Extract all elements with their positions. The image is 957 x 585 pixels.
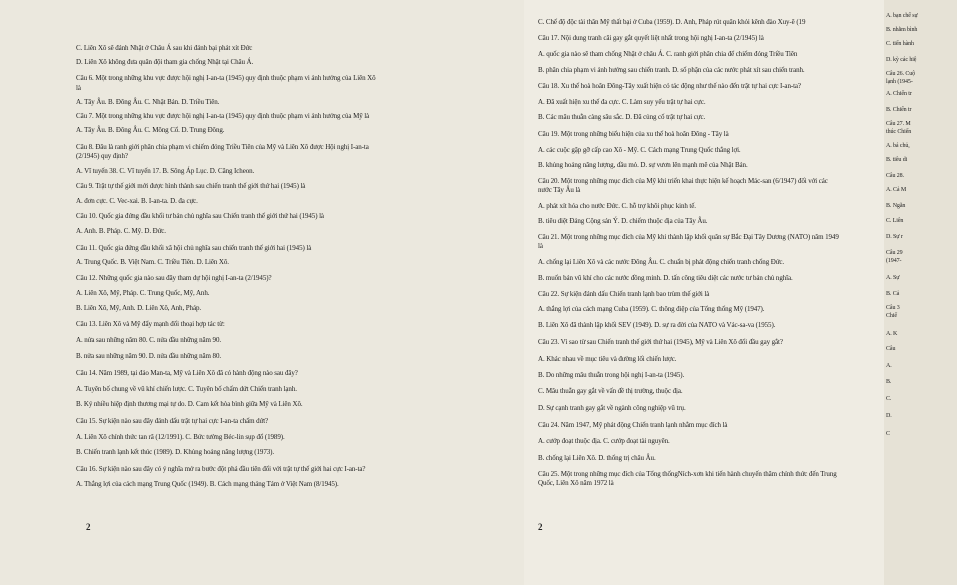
question-line: A. Vĩ tuyến 38. C. Vĩ tuyến 17. B. Sông Áp Lục. D. Căng Icheon. [76,167,255,175]
question-line: Câu 25. Một trong những mục đích của Tổng thốngNích-xơn khi tiến hành chuyến thăm chính thức đến Trung [538,470,837,478]
question-line: thúc Chiến [886,129,912,135]
question-line: Câu 12. Những quốc gia nào sau đây tham dự hội nghị I-an-ta (2/1945)? [76,274,272,282]
question-line: B. Liên Xô đã thành lập khối SEV (1949). D. sự ra đời của NATO và Vác-sa-va (1955). [538,321,776,329]
question-line: Câu 20. Một trong những mục đích của Mỹ khi triển khai thực hiện kế hoạch Mác-san (6/1947) đối với các [538,177,828,185]
question-line: Câu 26. Cuộ [886,71,916,77]
question-line: B. Chiến tr [886,107,912,113]
question-line: B. Chiến tranh lạnh kết thúc (1989). D. Khủng hoảng năng lượng (1973). [76,448,275,456]
question-line: (1947- [886,258,902,264]
question-line: C. Liên Xô sẽ đánh Nhật ở Châu Á sau khi đánh bại phát xít Đức [76,44,253,52]
question-line: A. Tây Âu. B. Đông Âu. C. Mông Cổ. D. Trung Đông. [76,126,225,134]
question-line: B. Ngăn [886,203,906,209]
question-line: A. Cả M [886,187,907,193]
question-line: D. Sự cạnh tranh gay gắt về ngành công nghiệp vũ trụ. [538,404,686,412]
question-line: Câu 8. Đâu là ranh giới phân chia phạm vi chiếm đóng Triều Tiên của Mỹ và Liên Xô được Hội nghị I-an-ta [76,143,369,151]
question-line: B. nửa sau những năm 90. D. nửa đầu những năm 80. [76,352,222,360]
question-line: C. Mâu thuẫn gay gắt về vấn đề thị trường, thuộc địa. [538,387,683,395]
question-line: C. Liên [886,218,904,224]
question-line: Câu [886,346,896,352]
question-line: C. tiến hành [886,41,914,47]
question-line: Câu 10. Quốc gia đứng đầu khối tư bản chủ nghĩa sau Chiến tranh thế giới thứ hai (1945) là [76,212,324,220]
question-line: Câu 7. Một trong những khu vực được hội nghị I-an-ta (1945) quy định thuộc phạm vi ảnh hưởng của Mỹ là [76,112,370,120]
question-line: B. nhằm bình [886,27,918,33]
question-line: Câu 15. Sự kiện nào sau đây đánh dấu trật tự hai cực I-an-ta chấm dứt? [76,417,269,425]
question-line: A. bạn chế sự [886,13,918,19]
question-line: A. phát xít hóa cho nước Đức. C. hỗ trợ khôi phục kinh tế. [538,202,696,210]
question-line: A. thắng lợi của cách mạng Cuba (1959). C. thông điệp của Tổng thống Mỹ (1947). [538,305,765,313]
question-line: Câu 3 [886,305,900,311]
question-line: Câu 16. Sự kiện nào sau đây có ý nghĩa mở ra bước đột phá đầu tiên đối với trật tự thế giới hai cực I-an-ta? [76,465,366,473]
question-line: B. tiêu di [886,157,908,163]
question-line: Câu 21. Một trong những mục đích của Mỹ khi thành lập khối quân sự Bắc Đại Tây Dương (NATO) năm 1949 [538,233,839,241]
question-line: Câu 24. Năm 1947, Mỹ phát động Chiến tranh lạnh nhằm mục đích là [538,421,728,429]
question-line: A. Thắng lợi của cách mạng Trung Quốc (1949). B. Cách mạng tháng Tám ở Việt Nam (8/1945). [76,480,339,488]
middle-page [524,0,884,585]
question-line: Câu 13. Liên Xô và Mỹ đẩy mạnh đối thoại hợp tác từ: [76,320,225,328]
question-line: D. kỳ các hiệ [886,57,917,63]
question-line: Câu 9. Trật tự thế giới mới được hình thành sau chiến tranh thế giới thứ hai (1945) là [76,182,306,190]
question-line: A. Anh. B. Pháp. C. Mỹ. D. Đức. [76,227,166,235]
question-line: A. quốc gia nào sẽ tham chống Nhật ở châu Á. C. ranh giới phân chia để chiếm đóng Triều Tiên [538,50,798,58]
question-line: A. [886,363,892,369]
question-line: B. chống lại Liên Xô. D. thống trị châu Âu. [538,454,656,462]
question-line: Câu 6. Một trong những khu vực được hội nghị I-an-ta (1945) quy định thuộc phạm vi ảnh hưởng của Liên Xô [76,74,376,82]
question-line: Câu 14. Năm 1989, tại đảo Man-ta, Mỹ và Liên Xô đã có hành động nào sau đây? [76,369,298,377]
question-line: B. Ký nhiều hiệp định thương mại tự do. D. Cam kết hòa bình giữa Mỹ và Liên Xô. [76,400,303,408]
question-line: B. tiêu diệt Đảng Cộng sản Ý. D. chiếm thuộc địa của Tây Âu. [538,217,708,225]
question-line: A. Trung Quốc. B. Việt Nam. C. Triều Tiên. D. Liên Xô. [76,258,229,266]
question-line: A. Tây Âu. B. Đông Âu. C. Nhật Bản. D. Triều Tiên. [76,98,220,106]
question-line: A. nửa sau những năm 80. C. nửa đầu những năm 90. [76,336,222,344]
question-line: Câu 11. Quốc gia đứng đầu khối xã hội chủ nghĩa sau chiến tranh thế giới hai (1945) là [76,244,312,252]
question-line: (2/1945) quy định? [76,152,128,160]
question-line: A. Đã xuất hiện xu thế đa cực. C. Làm suy yếu trật tự hai cực. [538,98,706,106]
question-line: B. [886,379,892,385]
question-line: A. đơn cực. C. Vec-xai. B. I-an-ta. D. đa cực. [76,197,198,205]
question-line: lạnh (1945- [886,79,913,85]
question-line: A. K [886,331,898,337]
question-line: A. Khác nhau về mục tiêu và đường lối chiến lược. [538,355,677,363]
question-line: Câu 22. Sự kiện đánh dấu Chiến tranh lạnh bao trùm thế giới là [538,290,710,298]
question-line: Chiế [886,313,897,319]
question-line: Câu 19. Một trong những biểu hiện của xu thế hoà hoãn Đông - Tây là [538,130,729,138]
question-line: Câu 27. M [886,121,911,127]
question-line: nước Tây Âu là [538,186,581,194]
question-line: là [538,242,543,250]
question-line: B. phân chia phạm vi ảnh hưởng sau chiến tranh. D. số phận của các nước phát xít sau chiến tranh. [538,66,805,74]
question-line: B. Cả [886,291,900,297]
question-line: Câu 18. Xu thế hoà hoãn Đông-Tây xuất hiện có tác động như thế nào đến trật tự hai cực I-an-ta? [538,82,801,90]
question-line: A. bá chủ, [886,143,910,149]
question-line: D. Liên Xô không đưa quân đội tham gia chống Nhật tại Châu Á. [76,58,254,66]
question-line: A. Liên Xô chính thức tan rã (12/1991). C. Bức tường Béc-lin sụp đổ (1989). [76,433,285,441]
question-line: là [76,84,81,92]
question-line: A. chống lại Liên Xô và các nước Đông Âu. C. chuẩn bị phát động chiến tranh chống Đức. [538,258,785,266]
question-line: A. cướp đoạt thuộc địa. C. cướp đoạt tài nguyên. [538,437,670,445]
question-line: Câu 23. Vì sao từ sau Chiến tranh thế giới thứ hai (1945), Mỹ và Liên Xô đối đầu gay gắt? [538,338,783,346]
question-line: B. khủng hoảng năng lượng, dầu mỏ. D. sự vươn lên mạnh mẽ của Nhật Bản. [538,161,748,169]
question-line: B. muốn bán vũ khí cho các nước đồng minh. D. tấn công tiêu diệt các nước tư bản chủ nghĩa. [538,274,793,282]
right-page-strip [884,0,957,585]
page-number: 2 [86,522,91,532]
question-line: A. Tuyên bố chung về vũ khí chiến lược. C. Tuyên bố chấm dứt Chiến tranh lạnh. [76,385,297,393]
question-line: Câu 28. [886,173,904,179]
question-line: D. [886,413,892,419]
question-line: B. Liên Xô, Mỹ, Anh. D. Liên Xô, Anh, Pháp. [76,304,202,312]
question-line: Câu 29 [886,250,903,256]
question-line: A. Liên Xô, Mỹ, Pháp. C. Trung Quốc, Mỹ, Anh. [76,289,210,297]
question-line: A. Chiến tr [886,91,912,97]
question-line: A. các cuộc gặp gỡ cấp cao Xô - Mỹ. C. Cách mạng Trung Quốc thắng lợi. [538,146,741,154]
question-line: A. Sự [886,275,900,281]
question-line: C. [886,396,892,402]
question-line: C. Chế độ độc tài thân Mỹ thất bại ở Cuba (1959). D. Anh, Pháp rút quân khỏi kênh đào Xuy-ê (19 [538,18,806,26]
question-line: C [886,431,890,437]
question-line: Câu 17. Nội dung tranh cãi gay gắt quyết liệt nhất trong hội nghị I-an-ta (2/1945) là [538,34,764,42]
question-line: B. Do những mâu thuẫn trong hội nghị I-an-ta (1945). [538,371,685,379]
page-number: 2 [538,522,543,532]
question-line: B. Các mâu thuẫn càng sâu sắc. D. Đã củng cố trật tự hai cực. [538,113,706,121]
question-line: D. Sự r [886,234,903,240]
question-line: Quốc, Liên Xô năm 1972 là [538,479,614,487]
